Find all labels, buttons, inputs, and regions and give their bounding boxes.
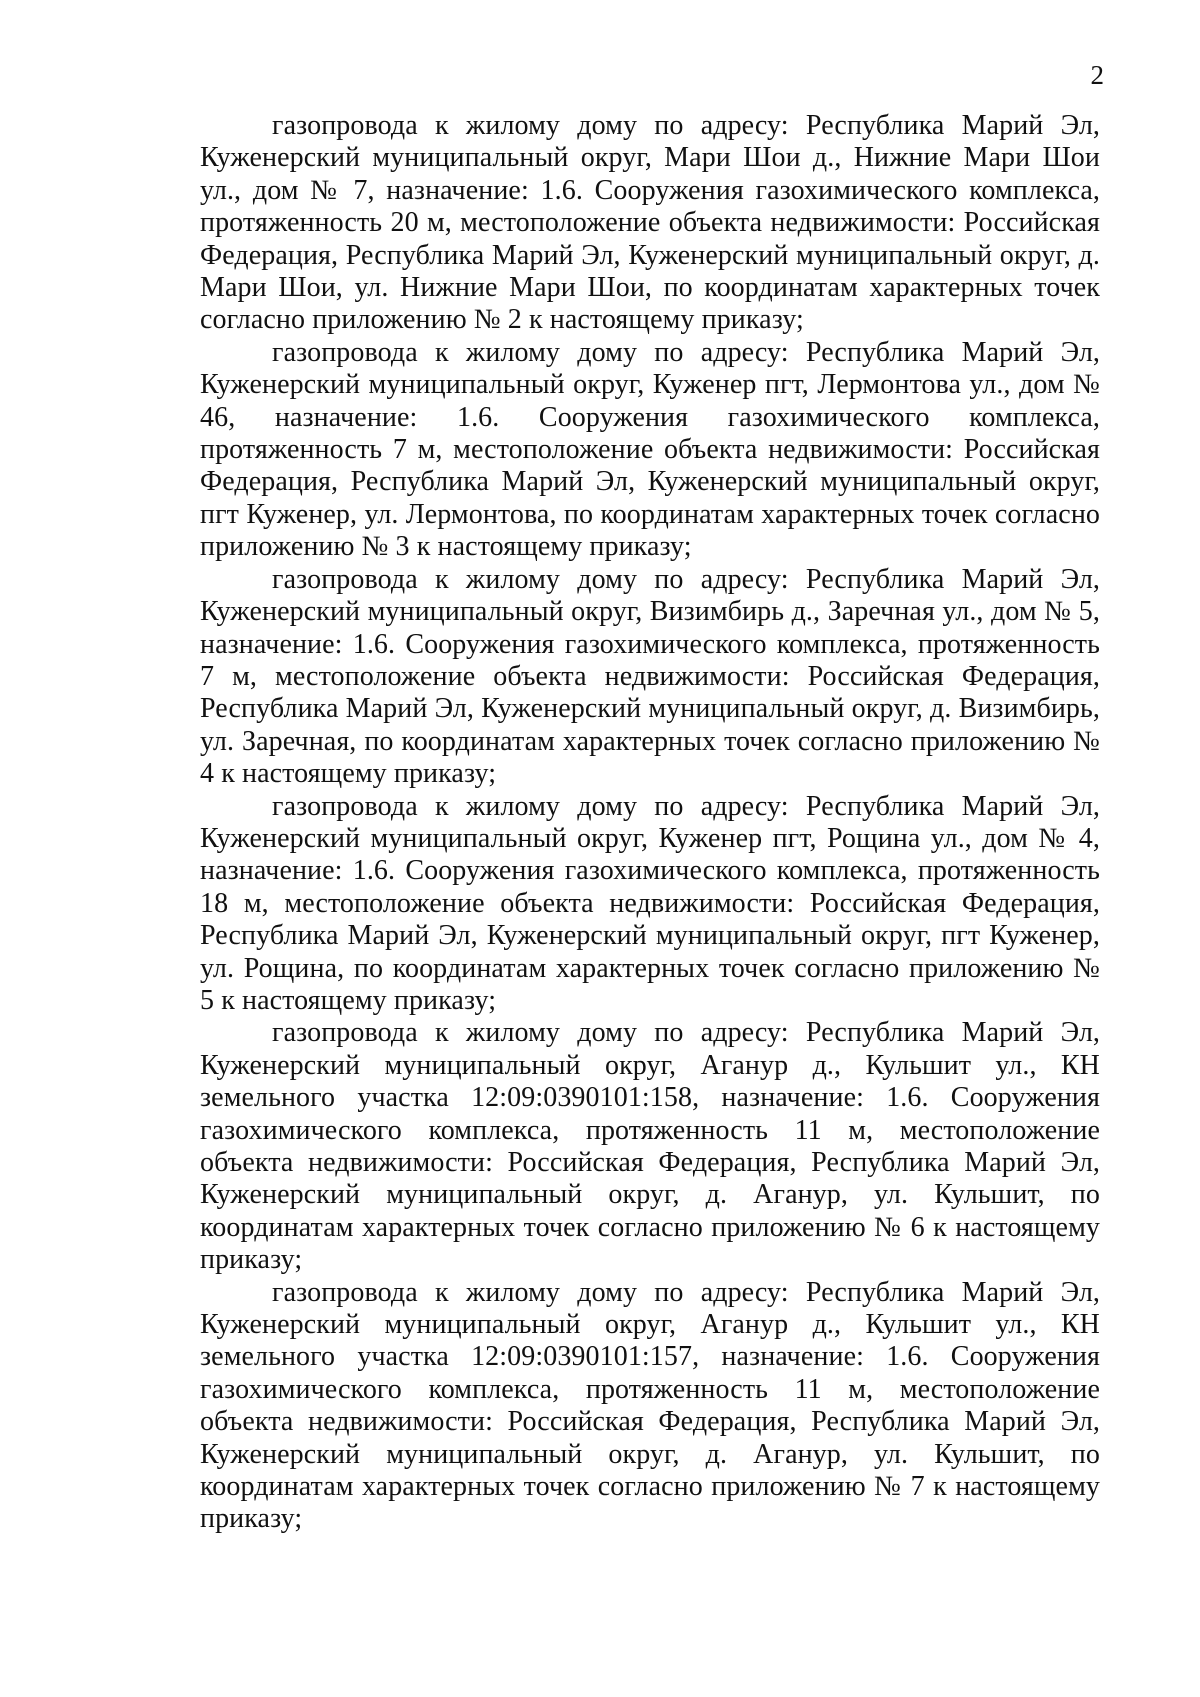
paragraph-appendix-7: газопровода к жилому дому по адресу: Республика Марий Эл, Куженерский муниципальный округ, Аганур д., Кульшит ул., КН земельного участка 12:09:0390101:157, назначение: 1.6. Сооружения газохимического комплекса, протяженность 11 м, местоположение объекта недвижимости: Российская Федерация, Республика Марий Эл, Куженерский муниципальный округ, д. Аганур, ул. Кульшит, по координатам характерных точек согласно приложению № 7 к настоящему приказу; [200,1276,1100,1535]
page-number: 2 [1090,60,1104,90]
paragraph-appendix-6: газопровода к жилому дому по адресу: Республика Марий Эл, Куженерский муниципальный округ, Аганур д., Кульшит ул., КН земельного участка 12:09:0390101:158, назначение: 1.6. Сооружения газохимического комплекса, протяженность 11 м, местоположение объекта недвижимости: Российская Федерация, Республика Марий Эл, Куженерский муниципальный округ, д. Аганур, ул. Кульшит, по координатам характерных точек согласно приложению № 6 к настоящему приказу; [200,1017,1100,1276]
paragraph-appendix-3: газопровода к жилому дому по адресу: Республика Марий Эл, Куженерский муниципальный округ, Куженер пгт, Лермонтова ул., дом № 46, назначение: 1.6. Сооружения газохимического комплекса, протяженность 7 м, местоположение объекта недвижимости: Российская Федерация, Республика Марий Эл, Куженерский муниципальный округ, пгт Куженер, ул. Лермонтова, по координатам характерных точек согласно приложению № 3 к настоящему приказу; [200,336,1100,563]
document-body [200,110,1100,1536]
paragraph-appendix-2: газопровода к жилому дому по адресу: Республика Марий Эл, Куженерский муниципальный округ, Мари Шои д., Нижние Мари Шои ул., дом № 7, назначение: 1.6. Сооружения газохимического комплекса, протяженность 20 м, местоположение объекта недвижимости: Российская Федерация, Республика Марий Эл, Куженерский муниципальный округ, д. Мари Шои, ул. Нижние Мари Шои, по координатам характерных точек согласно приложению № 2 к настоящему приказу; [200,110,1100,336]
paragraph-appendix-4: газопровода к жилому дому по адресу: Республика Марий Эл, Куженерский муниципальный округ, Визимбирь д., Заречная ул., дом № 5, назначение: 1.6. Сооружения газохимического комплекса, протяженность 7 м, местоположение объекта недвижимости: Российская Федерация, Республика Марий Эл, Куженерский муниципальный округ, д. Визимбирь, ул. Заречная, по координатам характерных точек согласно приложению № 4 к настоящему приказу; [200,563,1100,790]
paragraph-appendix-5: газопровода к жилому дому по адресу: Республика Марий Эл, Куженерский муниципальный округ, Куженер пгт, Рощина ул., дом № 4, назначение: 1.6. Сооружения газохимического комплекса, протяженность 18 м, местоположение объекта недвижимости: Российская Федерация, Республика Марий Эл, Куженерский муниципальный округ, пгт Куженер, ул. Рощина, по координатам характерных точек согласно приложению № 5 к настоящему приказу; [200,790,1100,1016]
